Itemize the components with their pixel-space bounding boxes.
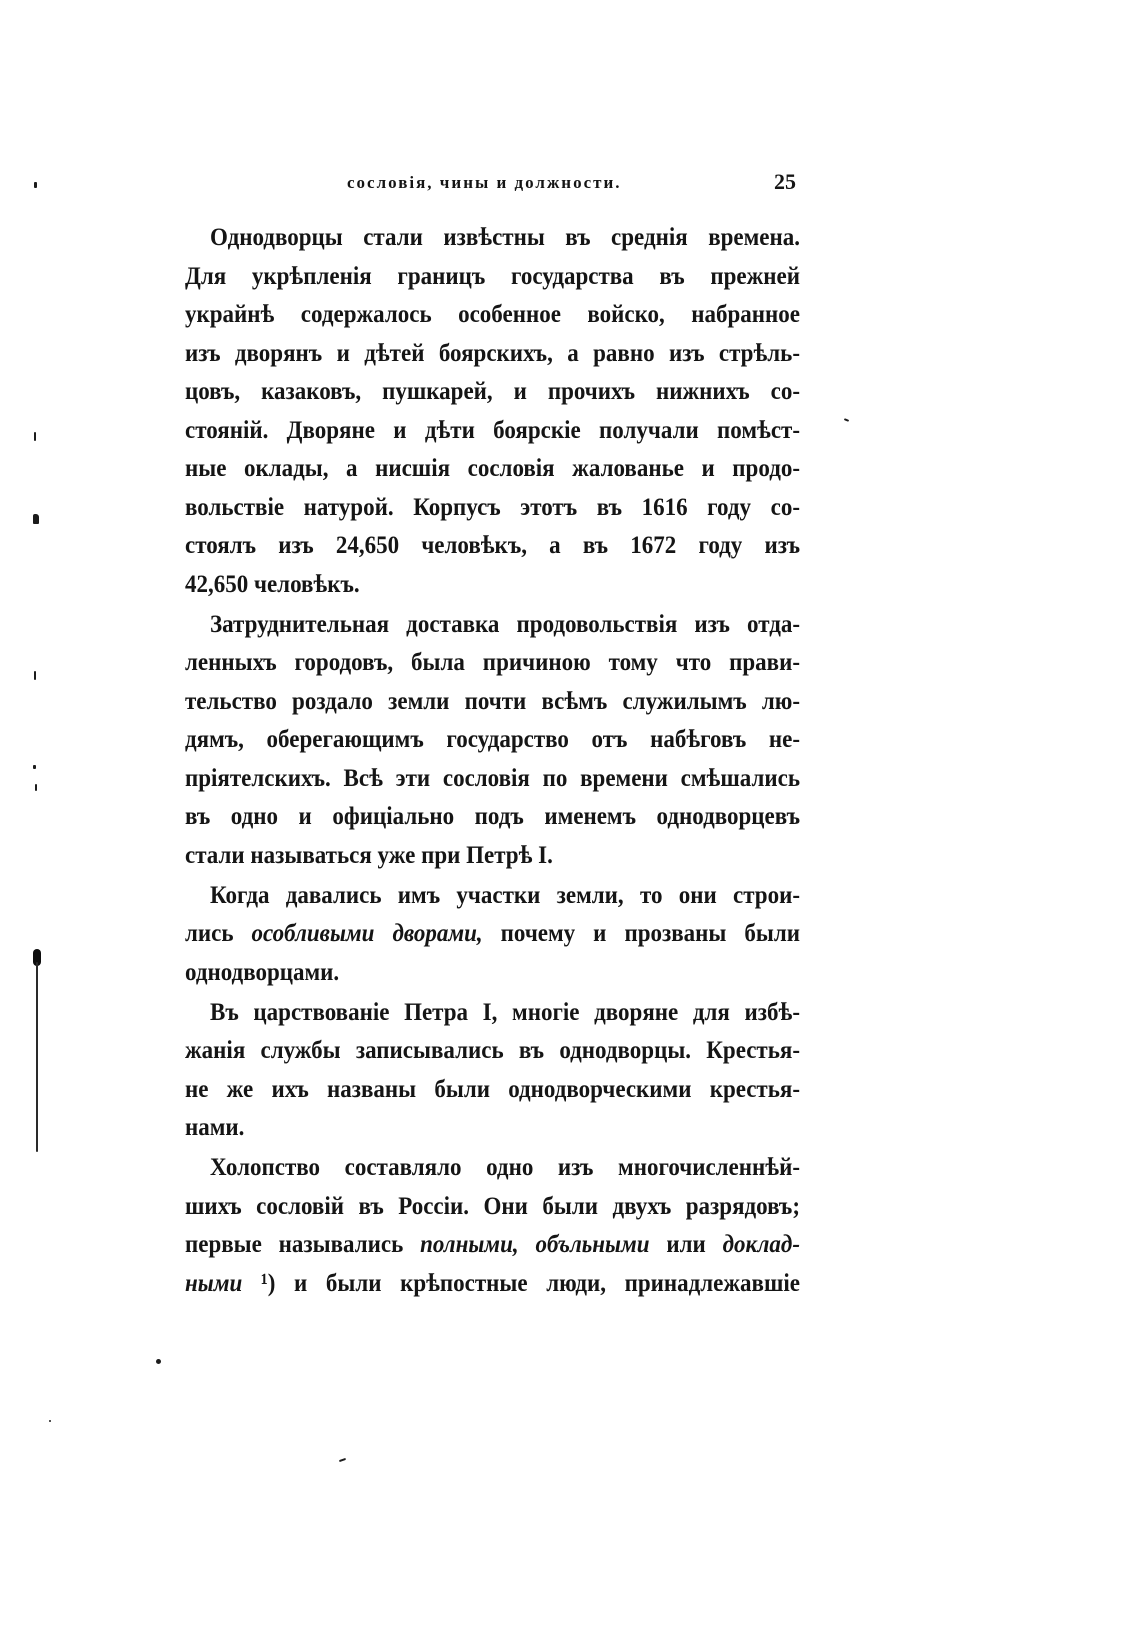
text-line: въ одно и офиціально подъ именемъ однодворцевъ bbox=[185, 801, 800, 830]
page-number: 25 bbox=[774, 169, 796, 194]
italic-emphasis: полными, bbox=[420, 1229, 519, 1258]
text-segment: или bbox=[649, 1229, 723, 1258]
text-line: цовъ, казаковъ, пушкарей, и прочихъ нижнихъ со- bbox=[185, 376, 800, 405]
text-line: шихъ сословій въ Россіи. Они были двухъ разрядовъ; bbox=[185, 1190, 800, 1219]
text-line: пріятелскихъ. Всѣ эти сословія по времени смѣшались bbox=[185, 762, 800, 791]
scan-speck bbox=[34, 182, 37, 188]
text-line: украйнѣ содержалось особенное войско, набранное bbox=[185, 299, 800, 328]
text-segment bbox=[519, 1229, 536, 1257]
italic-emphasis: ными bbox=[185, 1267, 243, 1296]
text-segment bbox=[242, 1268, 261, 1296]
paragraph bbox=[185, 605, 800, 875]
text-line: Затруднительная доставка продовольствія изъ отда- bbox=[210, 608, 800, 637]
text-line: Въ царствованіе Петра I, многіе дворяне для избѣ- bbox=[210, 996, 800, 1025]
scan-speck bbox=[34, 671, 36, 680]
scan-speck bbox=[34, 432, 36, 441]
text-segment: и были крѣпостные люди, принадлежавшіе bbox=[275, 1267, 800, 1296]
text-line: стоялъ изъ 24,650 человѣкъ, а въ 1672 году изъ bbox=[185, 530, 800, 559]
text-line: нами. bbox=[185, 1112, 245, 1141]
text-line: Когда давались имъ участки земли, то они строи- bbox=[210, 879, 800, 908]
paragraph bbox=[185, 876, 800, 992]
text-line: однодворцами. bbox=[185, 956, 340, 985]
scan-speck bbox=[35, 784, 37, 791]
text-line: жанія службы записывались въ однодворцы. Крестья- bbox=[185, 1035, 800, 1064]
text-segment: первые назывались bbox=[185, 1229, 421, 1258]
text-line bbox=[185, 912, 800, 955]
text-line: 42,650 человѣкъ. bbox=[185, 568, 360, 597]
paragraph bbox=[185, 993, 800, 1147]
text-line: не же ихъ названы были однодворческими крестья- bbox=[185, 1073, 800, 1102]
text-line: Однодворцы стали извѣстны въ среднія времена. bbox=[210, 222, 800, 251]
italic-emphasis: особливыми дворами, bbox=[251, 918, 483, 947]
text-line: тельство роздало земли почти всѣмъ служилымъ лю- bbox=[185, 685, 800, 714]
italic-emphasis: доклад- bbox=[722, 1229, 800, 1258]
text-line: стали называться уже при Петрѣ I. bbox=[185, 839, 553, 868]
scan-speck bbox=[844, 418, 849, 422]
footnote-marker: ¹) bbox=[260, 1267, 276, 1296]
text-line: стояній. Дворяне и дѣти боярскіе получали помѣст- bbox=[185, 414, 800, 443]
text-segment: лись bbox=[185, 918, 252, 947]
text-line: Холопство составляло одно изъ многочисленнѣй- bbox=[210, 1152, 800, 1181]
scan-margin-line bbox=[36, 962, 38, 1152]
text-line: ные оклады, а нисшія сословія жалованье и продо- bbox=[185, 453, 800, 482]
text-line bbox=[185, 1223, 800, 1266]
scan-speck bbox=[339, 1458, 346, 1462]
text-line: Для укрѣпленія границъ государства въ прежней bbox=[185, 260, 800, 289]
paragraph bbox=[185, 1148, 800, 1302]
text-line: вольствіе натурой. Корпусъ этотъ въ 1616 году со- bbox=[185, 491, 800, 520]
text-line bbox=[185, 1261, 800, 1304]
body-text bbox=[185, 218, 800, 1302]
text-line: изъ дворянъ и дѣтей боярскихъ, а равно изъ стрѣль- bbox=[185, 337, 800, 366]
scan-speck bbox=[33, 514, 39, 524]
text-line: дямъ, оберегающимъ государство отъ набѣговъ не- bbox=[185, 724, 800, 753]
text-segment: почему и прозваны были bbox=[482, 918, 800, 947]
italic-emphasis: объльными bbox=[535, 1229, 650, 1258]
running-title: сословія, чины и должности. bbox=[347, 173, 622, 192]
scan-speck bbox=[33, 765, 36, 769]
text-line: ленныхъ городовъ, была причиною тому что прави- bbox=[185, 647, 800, 676]
scan-speck bbox=[156, 1359, 161, 1364]
scan-speck bbox=[49, 1420, 51, 1422]
paragraph bbox=[185, 218, 800, 603]
